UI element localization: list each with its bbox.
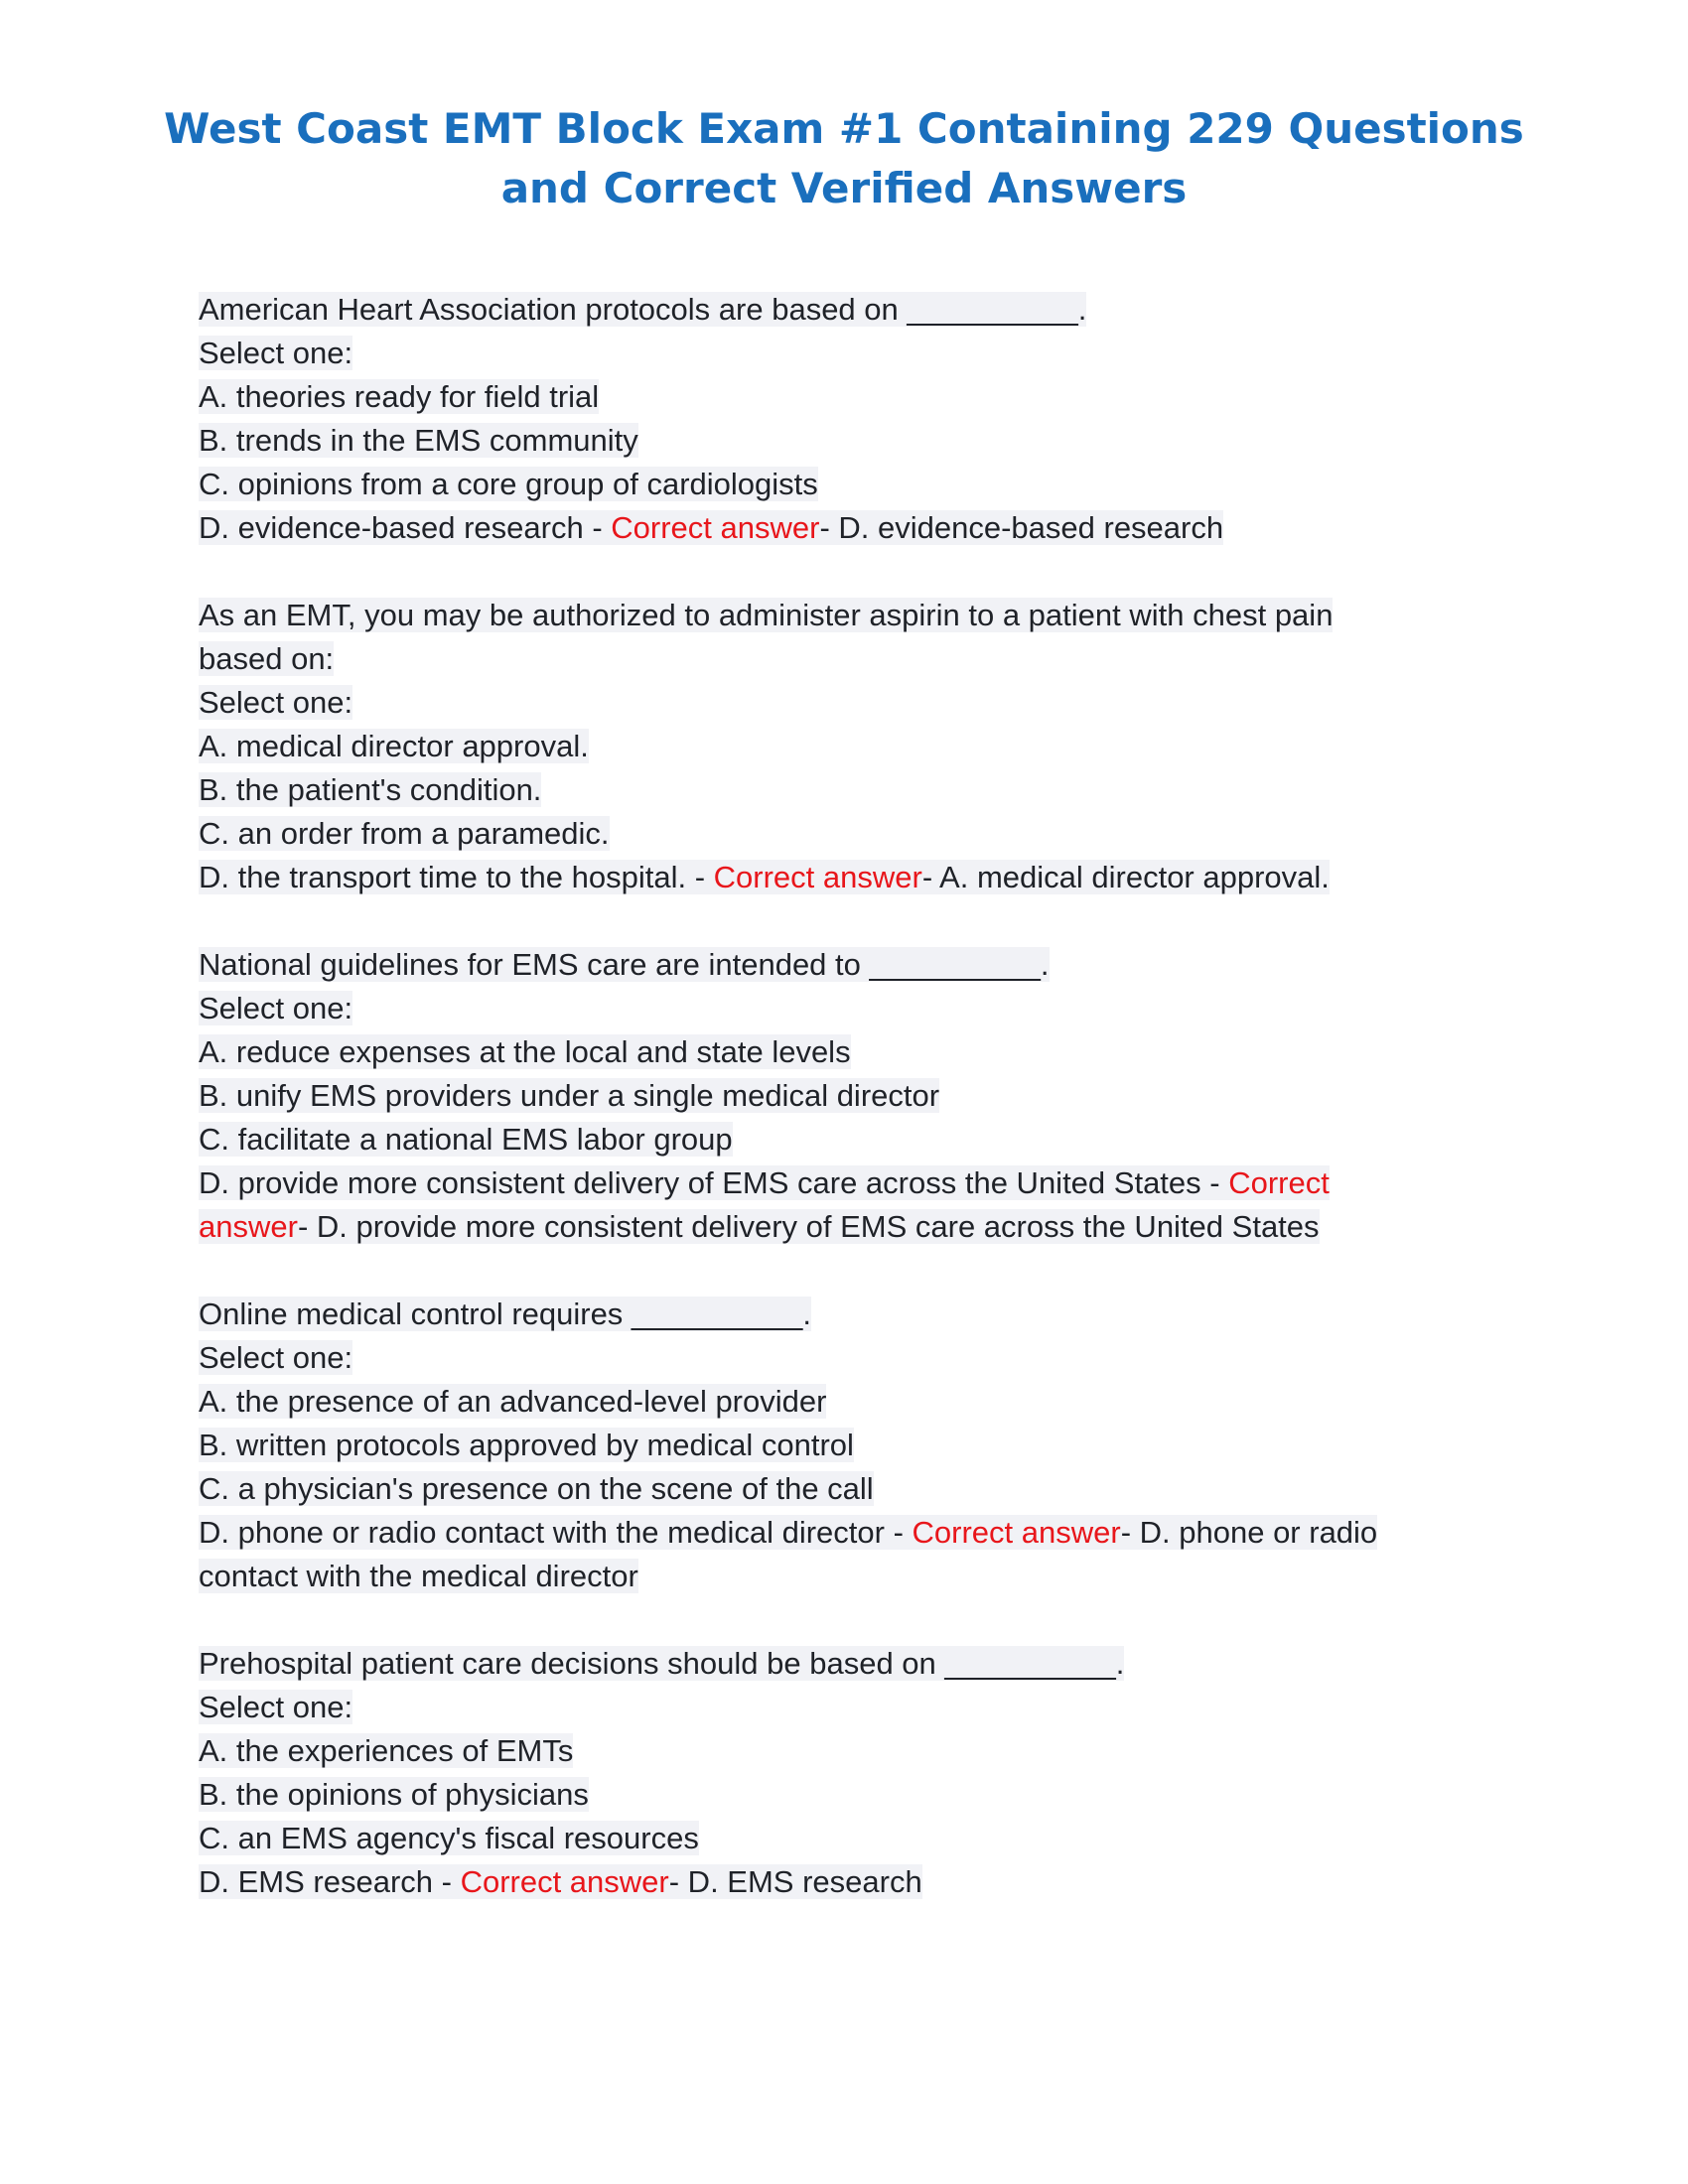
correct-answer-label: Correct answer [460,1864,669,1899]
document-title [149,99,1539,218]
correct-answer-label-part-1: Correct [1228,1165,1330,1200]
select-one-label: Select one: [199,1340,353,1375]
question-prompt-line-1: As an EMT, you may be authorized to administer aspirin to a patient with chest pain [199,598,1334,632]
option-c: C. an EMS agency's fiscal resources [199,1821,699,1855]
question-2 [199,594,1489,899]
question-prompt: American Heart Association protocols are based on __________. [199,292,1087,327]
answer-text: - D. evidence-based research [819,510,1224,545]
option-d: D. evidence-based research - [199,510,612,545]
option-d-with-answer [199,1165,1330,1200]
option-c: C. an order from a paramedic. [199,816,610,851]
option-d: D. provide more consistent delivery of EMS care across the United States - [199,1165,1229,1200]
question-1 [199,288,1489,550]
option-b: B. unify EMS providers under a single medical director [199,1078,940,1113]
option-a: A. medical director approval. [199,729,589,763]
answer-text-part-1: - D. phone or radio [1120,1515,1378,1550]
answer-line [199,1209,1320,1244]
option-b: B. the opinions of physicians [199,1777,589,1812]
option-d: D. EMS research - [199,1864,461,1899]
option-c: C. a physician's presence on the scene of the call [199,1471,874,1506]
option-d-with-answer [199,1864,922,1899]
question-5 [199,1642,1489,1904]
title-line-2: and Correct Verified Answers [500,164,1188,212]
option-b: B. written protocols approved by medical control [199,1428,854,1462]
question-prompt: National guidelines for EMS care are intended to __________. [199,947,1050,982]
title-line-1: West Coast EMT Block Exam #1 Containing 229 Questions [164,104,1524,153]
question-4 [199,1293,1489,1598]
option-d-with-answer [199,860,1330,894]
question-prompt: Online medical control requires __________. [199,1297,811,1331]
correct-answer-label: Correct answer [713,860,922,894]
question-prompt-line-2: based on: [199,641,335,676]
question-3 [199,943,1489,1249]
option-b: B. trends in the EMS community [199,423,638,458]
option-c: C. opinions from a core group of cardiologists [199,467,818,501]
option-d: D. the transport time to the hospital. - [199,860,714,894]
select-one-label: Select one: [199,991,353,1025]
answer-text: - D. provide more consistent delivery of EMS care across the United States [297,1209,1320,1244]
option-c: C. facilitate a national EMS labor group [199,1122,733,1157]
select-one-label: Select one: [199,1690,353,1724]
select-one-label: Select one: [199,685,353,720]
correct-answer-label: Correct answer [912,1515,1121,1550]
answer-text: - D. EMS research [668,1864,922,1899]
option-a: A. reduce expenses at the local and state levels [199,1034,851,1069]
question-prompt: Prehospital patient care decisions should be based on __________. [199,1646,1125,1681]
correct-answer-label-part-2: answer [199,1209,298,1244]
option-d-with-answer [199,1515,1377,1550]
select-one-label: Select one: [199,336,353,370]
question-list [199,288,1489,1948]
option-d-with-answer [199,510,1223,545]
option-d: D. phone or radio contact with the medical director - [199,1515,913,1550]
option-a: A. the presence of an advanced-level provider [199,1384,827,1419]
option-a: A. the experiences of EMTs [199,1733,574,1768]
correct-answer-label: Correct answer [611,510,820,545]
answer-text-part-2: contact with the medical director [199,1559,638,1593]
option-b: B. the patient's condition. [199,772,542,807]
option-a: A. theories ready for field trial [199,379,600,414]
answer-text: - A. medical director approval. [921,860,1330,894]
